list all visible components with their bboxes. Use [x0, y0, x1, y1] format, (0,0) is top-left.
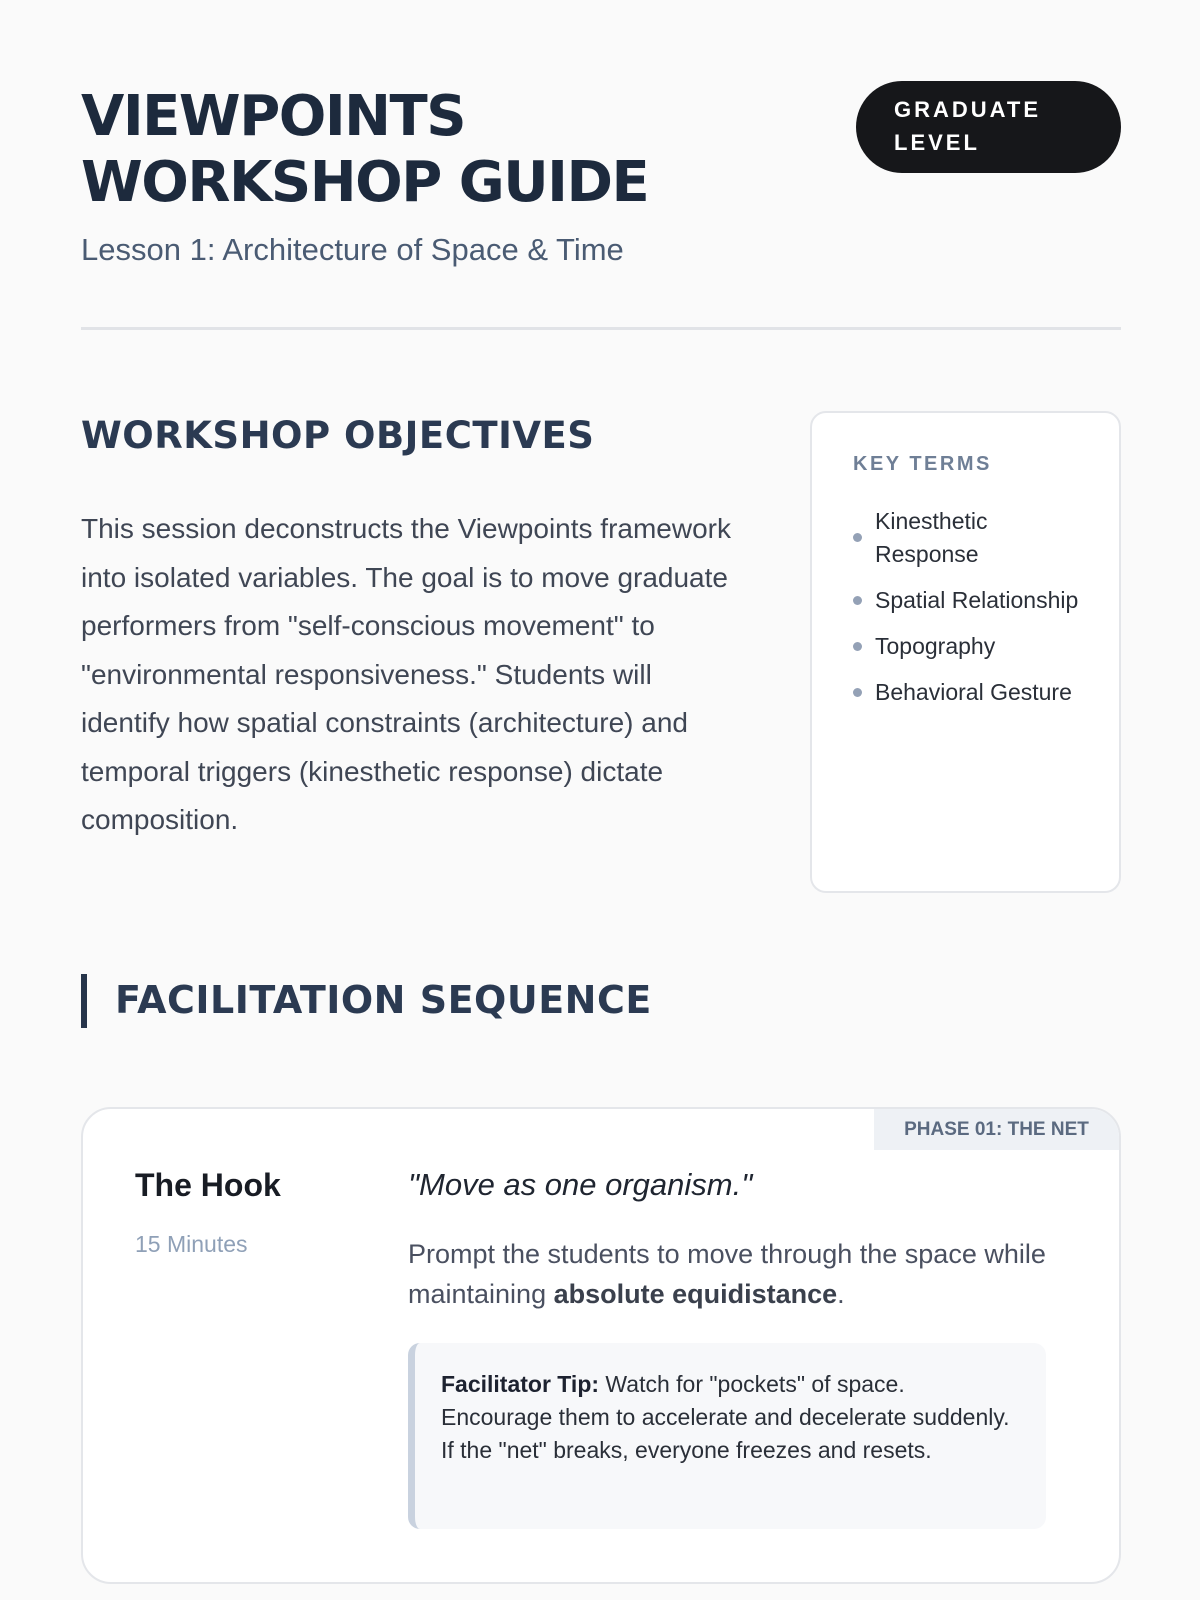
prompt-emphasis: absolute equidistance: [553, 1279, 838, 1309]
facilitation-heading: FACILITATION SEQUENCE: [115, 978, 652, 1022]
key-term-item: [853, 505, 1093, 571]
key-term-label: Kinesthetic Response: [875, 508, 988, 567]
step-quote: "Move as one organism.": [408, 1167, 753, 1202]
workshop-guide-page: [81, 0, 1121, 1600]
level-badge: GRADUATE LEVEL: [856, 81, 1121, 173]
bullet-dot-icon: [853, 533, 862, 542]
prompt-end: .: [837, 1279, 845, 1309]
tip-label: Facilitator Tip:: [441, 1371, 600, 1397]
lesson-subtitle: Lesson 1: Architecture of Space & Time: [81, 232, 624, 267]
key-term-item: [853, 584, 1093, 617]
header-divider: [81, 327, 1121, 330]
tip-text: Watch for "pockets" of space. Encourage them to accelerate and decelerate suddenly. If the "net" breaks, everyone freezes and resets.: [441, 1371, 1010, 1463]
key-term-label: Behavioral Gesture: [875, 679, 1072, 705]
step-duration: 15 Minutes: [135, 1231, 248, 1257]
step-name: The Hook: [135, 1167, 281, 1203]
key-term-item: [853, 630, 1093, 663]
key-term-label: Topography: [875, 633, 996, 659]
facilitator-tip-box: [408, 1343, 1046, 1529]
bullet-dot-icon: [853, 688, 862, 697]
prompt-text: Prompt the students to move through the space while maintaining: [408, 1239, 1046, 1309]
key-terms-card: [810, 411, 1121, 893]
phase-tag: PHASE 01: THE NET: [874, 1109, 1119, 1150]
objectives-body: This session deconstructs the Viewpoints framework into isolated variables. The goal is to move graduate performers from "self-conscious movement" to "environmental responsiveness." Students will identify how spatial constraints (architecture) and temporal triggers (kinesthetic response) dictate composition.: [81, 513, 731, 835]
bullet-dot-icon: [853, 596, 862, 605]
key-terms-title: KEY TERMS: [853, 453, 992, 475]
key-terms-list: [853, 505, 1093, 722]
page-title: VIEWPOINTS WORKSHOP GUIDE: [81, 84, 649, 215]
section-accent-bar: [81, 974, 87, 1028]
key-term-label: Spatial Relationship: [875, 587, 1079, 613]
key-term-item: [853, 676, 1093, 709]
step-prompt: [408, 1234, 1048, 1314]
bullet-dot-icon: [853, 642, 862, 651]
objectives-heading: WORKSHOP OBJECTIVES: [81, 414, 595, 457]
